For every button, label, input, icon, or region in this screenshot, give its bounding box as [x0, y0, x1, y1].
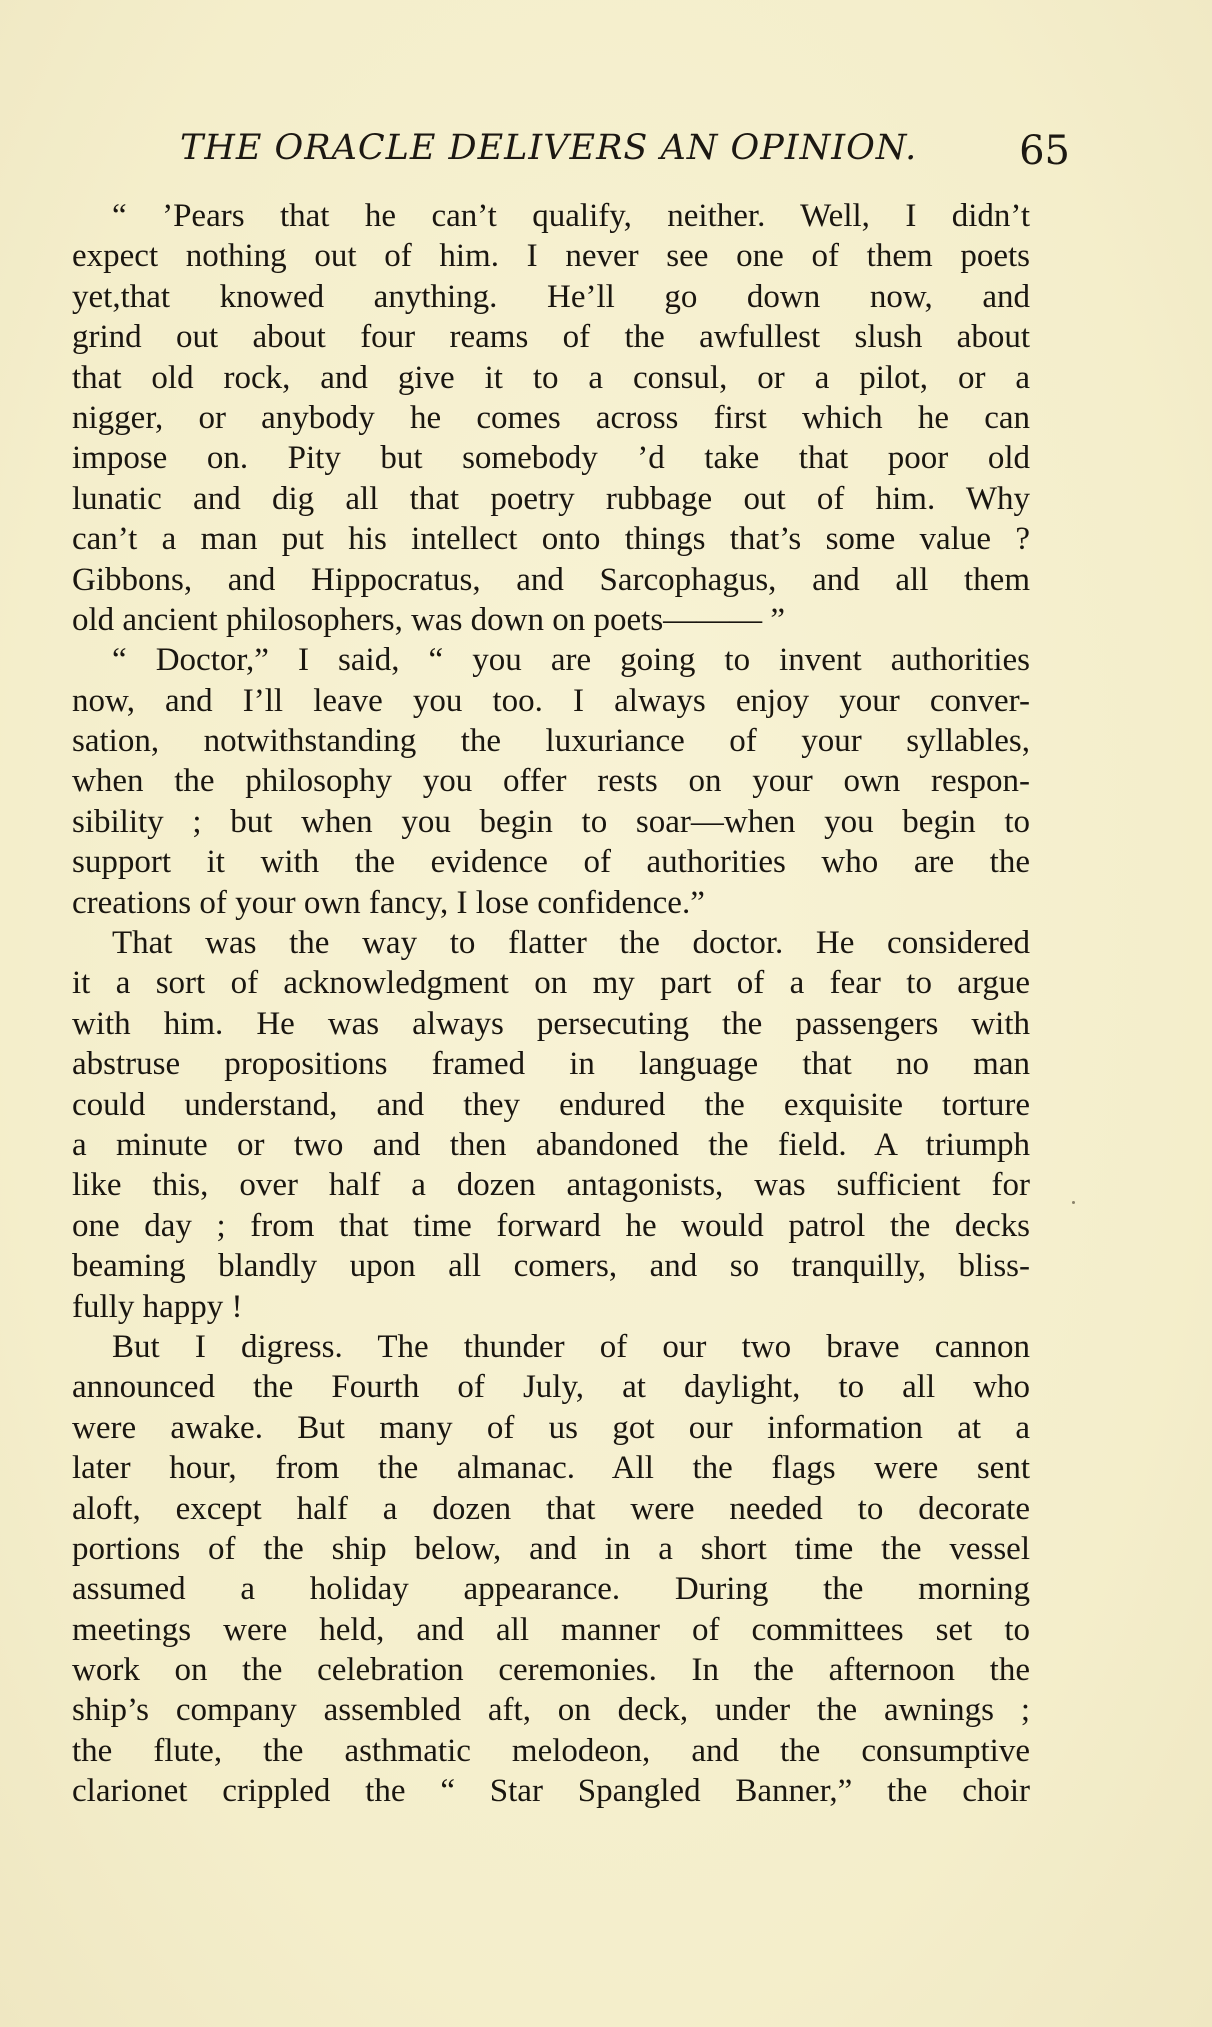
- page-header: [180, 122, 1070, 182]
- text-line: beaming blandly upon all comers, and so tranquilly, bliss-: [72, 1248, 1030, 1285]
- text-line: were awake. But many of us got our information at a: [72, 1409, 1030, 1446]
- text-line: sibility ; but when you begin to soar—when you begin to: [72, 803, 1030, 840]
- text-line: assumed a holiday appearance. During the morning: [72, 1571, 1030, 1608]
- text-line: with him. He was always persecuting the passengers with: [72, 1005, 1030, 1042]
- text-line: meetings were held, and all manner of committees set to: [72, 1611, 1030, 1648]
- text-line: can’t a man put his intellect onto things that’s some value ?: [72, 521, 1030, 558]
- text-line: old ancient philosophers, was down on poets——— ”: [72, 601, 786, 638]
- text-line: the flute, the asthmatic melodeon, and the consumptive: [72, 1732, 1030, 1769]
- text-line: That was the way to flatter the doctor. He considered: [112, 925, 1030, 962]
- text-line: nigger, or anybody he comes across first which he can: [72, 399, 1030, 436]
- text-line: yet,that knowed anything. He’ll go down now, and: [72, 278, 1030, 315]
- text-line: impose on. Pity but somebody ’d take that poor old: [72, 440, 1030, 477]
- text-line: that old rock, and give it to a consul, or a pilot, or a: [72, 359, 1030, 396]
- text-line: “ Doctor,” I said, “ you are going to invent authorities: [112, 642, 1030, 679]
- text-line: clarionet crippled the “ Star Spangled Banner,” the choir: [72, 1773, 1030, 1810]
- text-line: fully happy !: [72, 1288, 243, 1325]
- text-line: support it with the evidence of authorities who are the: [72, 844, 1030, 881]
- page-number: 65: [1019, 128, 1070, 174]
- text-line: But I digress. The thunder of our two brave cannon: [112, 1328, 1030, 1365]
- text-line: later hour, from the almanac. All the flags were sent: [72, 1450, 1030, 1487]
- text-line: it a sort of acknowledgment on my part of a fear to argue: [72, 965, 1030, 1002]
- text-line: grind out about four reams of the awfullest slush about: [72, 319, 1030, 356]
- text-line: now, and I’ll leave you too. I always enjoy your conver-: [72, 682, 1030, 719]
- text-line: work on the celebration ceremonies. In the afternoon the: [72, 1652, 1030, 1689]
- text-line: a minute or two and then abandoned the field. A triumph: [72, 1126, 1030, 1163]
- text-line: lunatic and dig all that poetry rubbage out of him. Why: [72, 480, 1030, 517]
- text-line: Gibbons, and Hippocratus, and Sarcophagus, and all them: [72, 561, 1030, 598]
- text-line: like this, over half a dozen antagonists, was sufficient for: [72, 1167, 1030, 1204]
- text-line: when the philosophy you offer rests on your own respon-: [72, 763, 1030, 800]
- text-line: announced the Fourth of July, at daylight, to all who: [72, 1369, 1030, 1406]
- text-line: “ ’Pears that he can’t qualify, neither. Well, I didn’t: [112, 198, 1030, 234]
- text-line: could understand, and they endured the exquisite torture: [72, 1086, 1030, 1123]
- paper-speck: [1072, 1201, 1075, 1204]
- text-line: abstruse propositions framed in language that no man: [72, 1046, 1030, 1083]
- body-text: [72, 196, 1030, 1812]
- text-line: sation, notwithstanding the luxuriance of your syllables,: [72, 723, 1030, 760]
- text-line: one day ; from that time forward he would patrol the decks: [72, 1207, 1030, 1244]
- text-line: aloft, except half a dozen that were needed to decorate: [72, 1490, 1030, 1527]
- text-line: expect nothing out of him. I never see one of them poets: [72, 238, 1030, 275]
- text-line: portions of the ship below, and in a short time the vessel: [72, 1530, 1030, 1567]
- text-line: ship’s company assembled aft, on deck, under the awnings ;: [72, 1692, 1030, 1729]
- text-line: creations of your own fancy, I lose confidence.”: [72, 884, 705, 921]
- running-head: THE ORACLE DELIVERS AN OPINION.: [180, 128, 918, 168]
